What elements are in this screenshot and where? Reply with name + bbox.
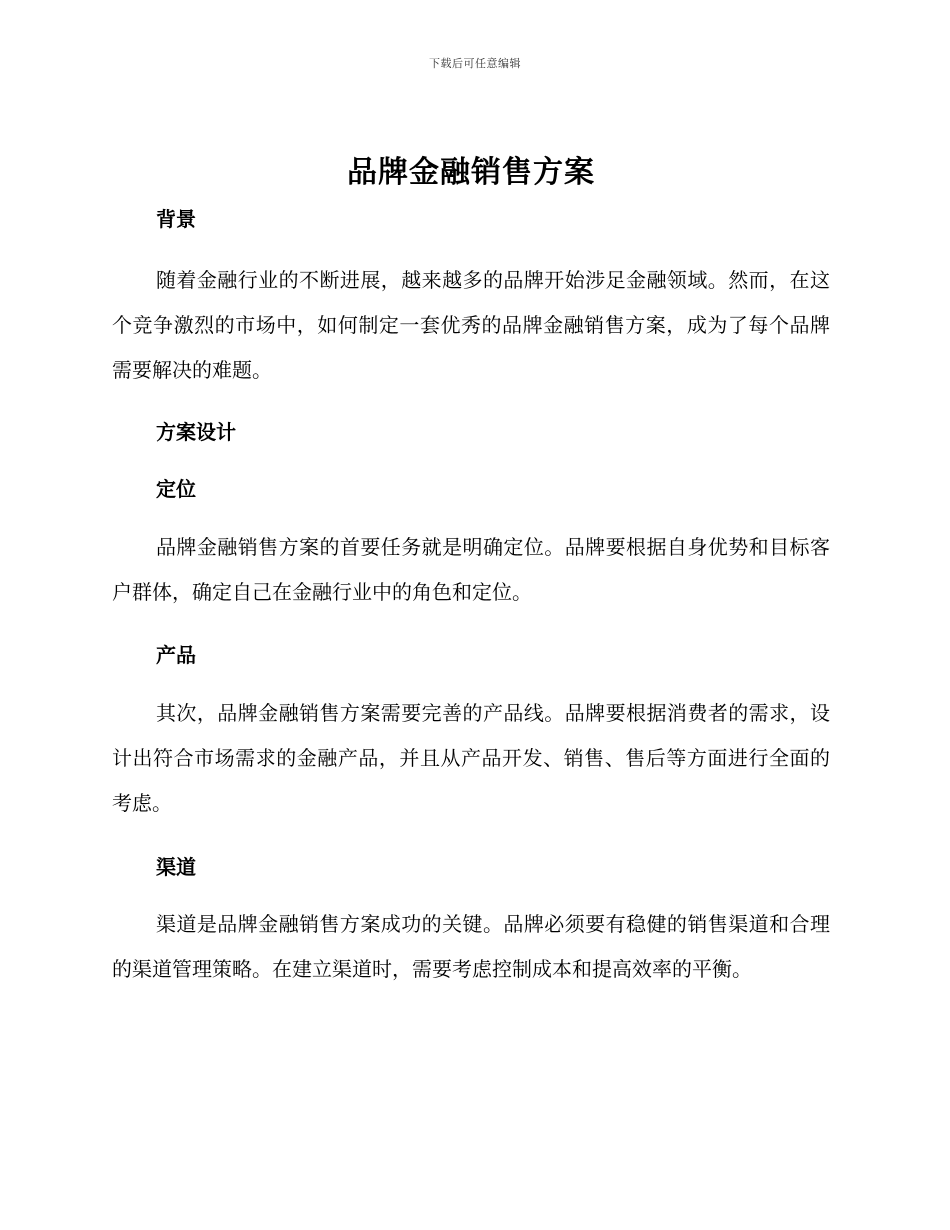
paragraph-background: 随着金融行业的不断进展，越来越多的品牌开始涉足金融领域。然而，在这个竞争激烈的市场中，如何制定一套优秀的品牌金融销售方案，成为了每个品牌需要解决的难题。 [112, 268, 830, 382]
paragraph-positioning: 品牌金融销售方案的首要任务就是明确定位。品牌要根据自身优势和目标客户群体，确定自己在金融行业中的角色和定位。 [112, 535, 830, 604]
section-heading-channel: 渠道 [156, 855, 196, 879]
section-heading-background: 背景 [156, 207, 196, 231]
section-heading-positioning: 定位 [156, 477, 196, 501]
page-header-note: 下载后可任意编辑 [429, 57, 521, 70]
paragraph-product: 其次，品牌金融销售方案需要完善的产品线。品牌要根据消费者的需求，设计出符合市场需求的金融产品，并且从产品开发、销售、售后等方面进行全面的考虑。 [112, 701, 830, 815]
section-heading-design: 方案设计 [156, 420, 236, 444]
paragraph-channel: 渠道是品牌金融销售方案成功的关键。品牌必须要有稳健的销售渠道和合理的渠道管理策略。在建立渠道时，需要考虑控制成本和提高效率的平衡。 [112, 912, 830, 981]
section-heading-product: 产品 [156, 643, 196, 667]
document-title: 品牌金融销售方案 [347, 155, 595, 190]
document-body [112, 150, 830, 992]
